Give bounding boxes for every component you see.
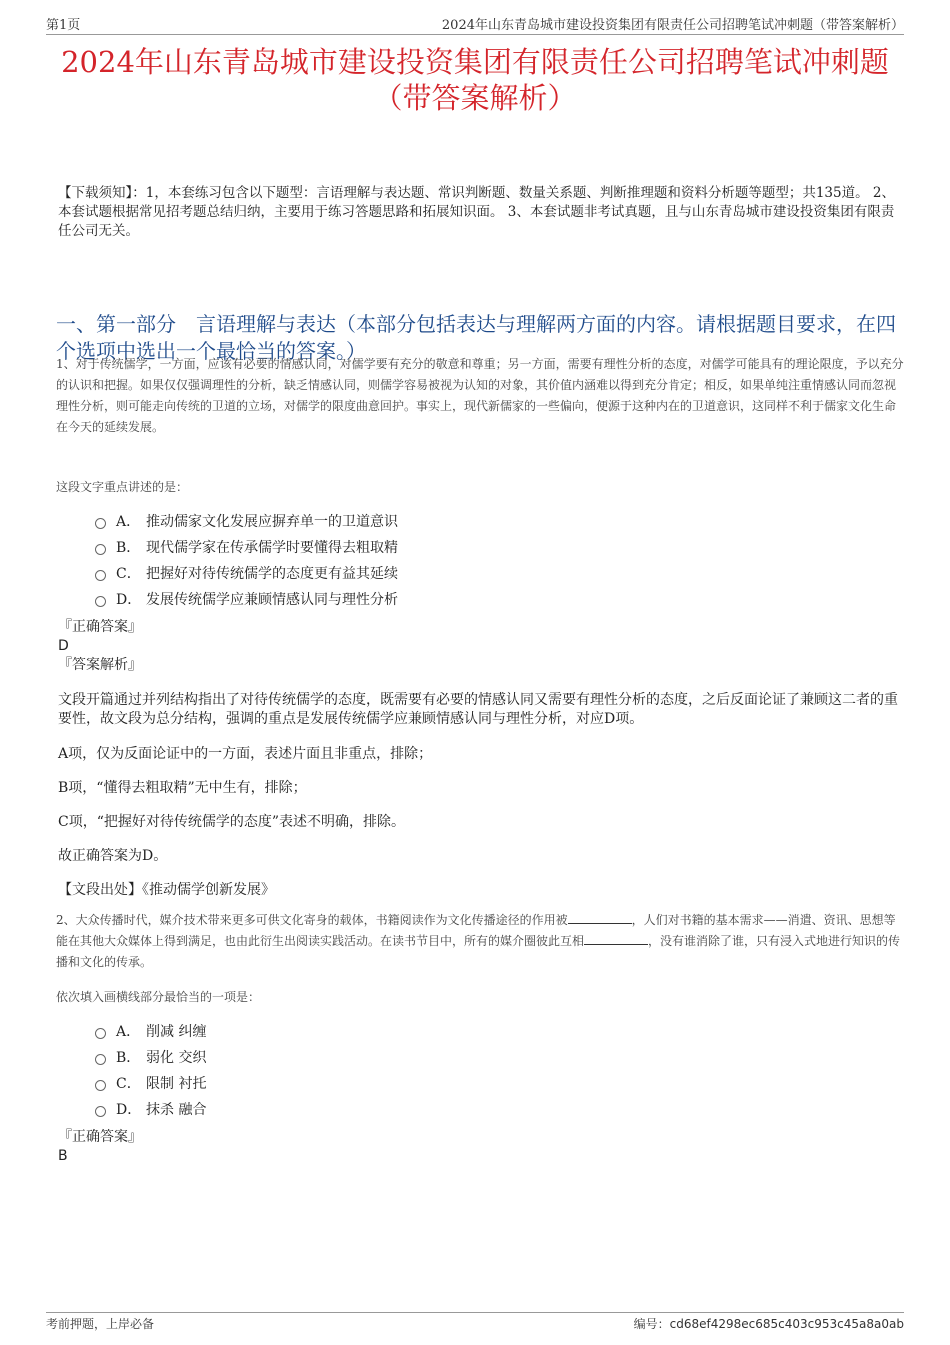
option-c[interactable] xyxy=(95,1070,206,1096)
question-1-analysis: 文段开篇通过并列结构指出了对待传统儒学的态度，既需要有必要的情感认同又需要有理性分析的态度，之后反面论证了兼顾这二者的重要性，故文段为总分结构，强调的重点是发展传统儒学应兼顾情感认同与理性分析，对应D项。 xyxy=(58,692,898,727)
option-letter: A． xyxy=(116,1024,141,1040)
option-a[interactable] xyxy=(95,1018,206,1044)
fill-blank-2 xyxy=(584,934,648,945)
option-text: 把握好对待传统儒学的态度更有益其延续 xyxy=(146,566,398,582)
option-text: 推动儒家文化发展应摒弃单一的卫道意识 xyxy=(146,514,398,530)
radio-icon[interactable] xyxy=(95,544,106,555)
question-2-text-part3: ，没有谁消除了谁，只有浸入式地进行知识的传播和文化的传承。 xyxy=(56,934,901,969)
option-letter: C． xyxy=(116,566,141,582)
radio-icon[interactable] xyxy=(95,518,106,529)
analysis-conclusion: 故正确答案为D。 xyxy=(58,848,168,864)
code-value: cd68ef4298ec685c403c953c45a8a0ab xyxy=(669,1317,904,1331)
radio-icon[interactable] xyxy=(95,1106,106,1117)
question-1-options xyxy=(95,508,398,612)
question-2-text xyxy=(56,910,904,973)
question-1-answer xyxy=(58,618,142,675)
option-b[interactable] xyxy=(95,534,398,560)
page-header xyxy=(46,14,904,35)
answer-value: B xyxy=(58,1148,68,1164)
option-text: 削减 纠缠 xyxy=(146,1024,207,1040)
option-text: 发展传统儒学应兼顾情感认同与理性分析 xyxy=(146,592,398,608)
section-title: 一、第一部分 言语理解与表达（本部分包括表达与理解两方面的内容。请根据题目要求，在四个选项中选出一个最恰当的答案。） xyxy=(56,312,896,363)
question-2-prompt: 依次填入画横线部分最恰当的一项是： xyxy=(56,990,261,1004)
text-source: 【文段出处】《推动儒学创新发展》 xyxy=(58,882,275,898)
fill-blank-1 xyxy=(568,913,632,924)
analysis-option-b: B项，“懂得去粗取精”无中生有，排除； xyxy=(58,780,307,796)
question-2-answer xyxy=(58,1128,142,1166)
analysis-option-a: A项，仅为反面论证中的一方面，表述片面且非重点，排除； xyxy=(58,746,433,762)
option-text: 限制 衬托 xyxy=(146,1076,207,1092)
analysis-label: 『答案解析』 xyxy=(58,657,142,673)
radio-icon[interactable] xyxy=(95,1028,106,1039)
option-letter: D． xyxy=(116,592,142,608)
header-doc-title: 2024年山东青岛城市建设投资集团有限责任公司招聘笔试冲刺题（带答案解析） xyxy=(441,18,904,33)
radio-icon[interactable] xyxy=(95,596,106,607)
document-code xyxy=(634,1315,904,1332)
option-text: 现代儒学家在传承儒学时要懂得去粗取精 xyxy=(146,540,398,556)
answer-label: 『正确答案』 xyxy=(58,619,142,635)
radio-icon[interactable] xyxy=(95,570,106,581)
question-1-prompt: 这段文字重点讲述的是： xyxy=(56,480,189,494)
question-2-options xyxy=(95,1018,206,1122)
option-d[interactable] xyxy=(95,1096,206,1122)
option-d[interactable] xyxy=(95,586,398,612)
option-letter: B． xyxy=(116,540,141,556)
option-letter: B． xyxy=(116,1050,141,1066)
option-text: 抹杀 融合 xyxy=(146,1102,207,1118)
page-footer xyxy=(46,1312,904,1335)
radio-icon[interactable] xyxy=(95,1080,106,1091)
radio-icon[interactable] xyxy=(95,1054,106,1065)
option-a[interactable] xyxy=(95,508,398,534)
option-text: 弱化 交织 xyxy=(146,1050,207,1066)
analysis-option-c: C项，“把握好对待传统儒学的态度”表述不明确，排除。 xyxy=(58,814,406,830)
option-c[interactable] xyxy=(95,560,398,586)
option-b[interactable] xyxy=(95,1044,206,1070)
footer-slogan: 考前押题，上岸必备 xyxy=(46,1317,155,1331)
answer-label: 『正确答案』 xyxy=(58,1129,142,1145)
option-letter: A． xyxy=(116,514,141,530)
question-1-text: 1、对于传统儒学，一方面，应该有必要的情感认同，对儒学要有充分的敬意和尊重；另一方面，需要有理性分析的态度，对儒学可能具有的理论限度，予以充分的认识和把握。如果仅仅强调理性的分析，缺乏情感认同，则儒学容易被视为认知的对象，其价值内涵难以得到充分肯定；相反，如果单纯注重情感认同而忽视理性分析，则可能走向传统的卫道的立场，对儒学的限度曲意回护。事实上，现代新儒家的一些偏向，便源于这种内在的卫道意识，这同样不利于儒家文化生命在今天的延续发展。 xyxy=(56,357,904,434)
download-notice: 【下载须知】：1，本套练习包含以下题型：言语理解与表达题、常识判断题、数量关系题、判断推理题和资料分析题等题型；共135道。 2、本套试题根据常见招考题总结归纳，主要用于练习答题思路和拓展知识面。 3、本套试题非考试真题，且与山东青岛城市建设投资集团有限责任公司无关。 xyxy=(58,185,895,239)
document-title: 2024年山东青岛城市建设投资集团有限责任公司招聘笔试冲刺题（带答案解析） xyxy=(61,45,889,115)
page-number: 第1页 xyxy=(46,18,81,33)
question-2-text-part2: ，人们对书籍的基本需求——消遣、资讯、思想等能在其他大众媒体上得到满足，也由此衍生出阅读实践活动。在读书节目中，所有的媒介圈彼此互相 xyxy=(56,913,896,948)
answer-value: D xyxy=(58,638,69,654)
option-letter: C． xyxy=(116,1076,141,1092)
option-letter: D． xyxy=(116,1102,142,1118)
code-label: 编号： xyxy=(633,1317,670,1331)
question-2-text-part1: 2、大众传播时代，媒介技术带来更多可供文化寄身的载体，书籍阅读作为文化传播途径的作用被 xyxy=(56,913,568,927)
